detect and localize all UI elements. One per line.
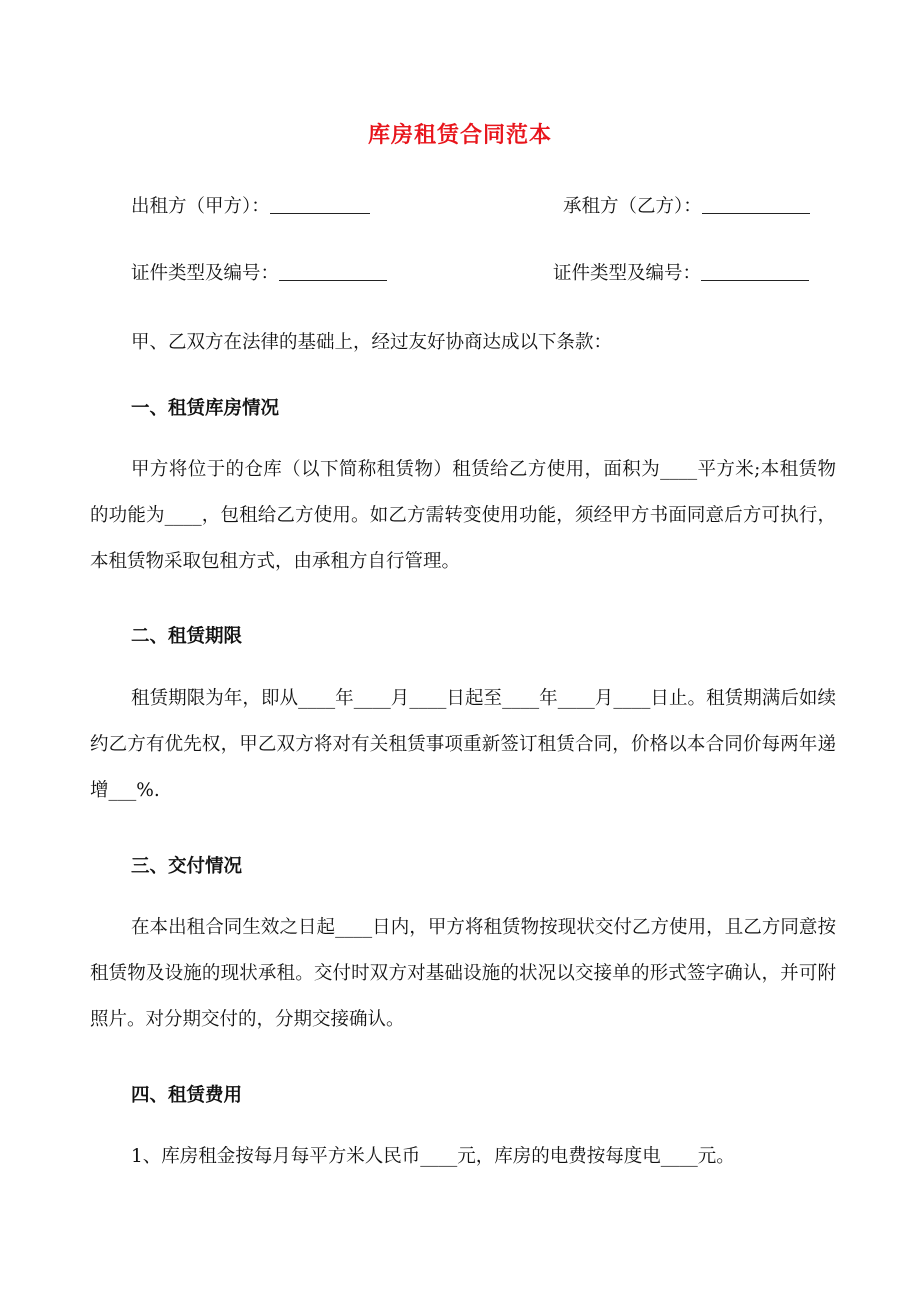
lessee-line <box>563 192 810 218</box>
lessor-blank <box>270 213 370 214</box>
section-4-heading: 四、租赁费用 <box>131 1085 243 1106</box>
lessee-id-label: 证件类型及编号： <box>553 263 702 284</box>
lessor-label: 出租方（甲方）： <box>131 196 270 217</box>
section-1-paragraph: 甲方将位于的仓库（以下简称租赁物）租赁给乙方使用，面积为____平方米;本租赁物的功能为____，包租给乙方使用。如乙方需转变使用功能，须经甲方书面同意后方可执行，本租赁物采取包租方式，由承租方自行管理。 <box>90 459 836 572</box>
section-3-heading: 三、交付情况 <box>131 856 243 877</box>
intro-text: 甲、乙双方在法律的基础上，经过友好协商达成以下条款： <box>131 332 613 353</box>
lessee-id-blank <box>701 280 809 281</box>
section-2-heading: 二、租赁期限 <box>131 626 243 647</box>
section-4-paragraph: 1、库房租金按每月每平方米人民币____元，库房的电费按每度电____元。 <box>131 1146 735 1167</box>
section-1-heading: 一、租赁库房情况 <box>131 398 280 419</box>
lessor-id-line <box>131 259 387 285</box>
document-title: 库房租赁合同范本 <box>367 122 552 148</box>
lessor-id-label: 证件类型及编号： <box>131 263 280 284</box>
lessee-id-line <box>553 259 809 285</box>
section-3-paragraph: 在本出租合同生效之日起____日内，甲方将租赁物按现状交付乙方使用，且乙方同意按租赁物及设施的现状承租。交付时双方对基础设施的状况以交接单的形式签字确认，并可附照片。对分期交付的，分期交接确认。 <box>90 917 836 1030</box>
lessor-id-blank <box>279 280 387 281</box>
lessee-blank <box>702 213 810 214</box>
lessee-label: 承租方（乙方）： <box>563 196 702 217</box>
lessor-line <box>131 192 370 218</box>
section-2-paragraph: 租赁期限为年，即从____年____月____日起至____年____月____日止。租赁期满后如续约乙方有优先权，甲乙双方将对有关租赁事项重新签订租赁合同，价格以本合同价每两年递增___%. <box>90 688 836 801</box>
